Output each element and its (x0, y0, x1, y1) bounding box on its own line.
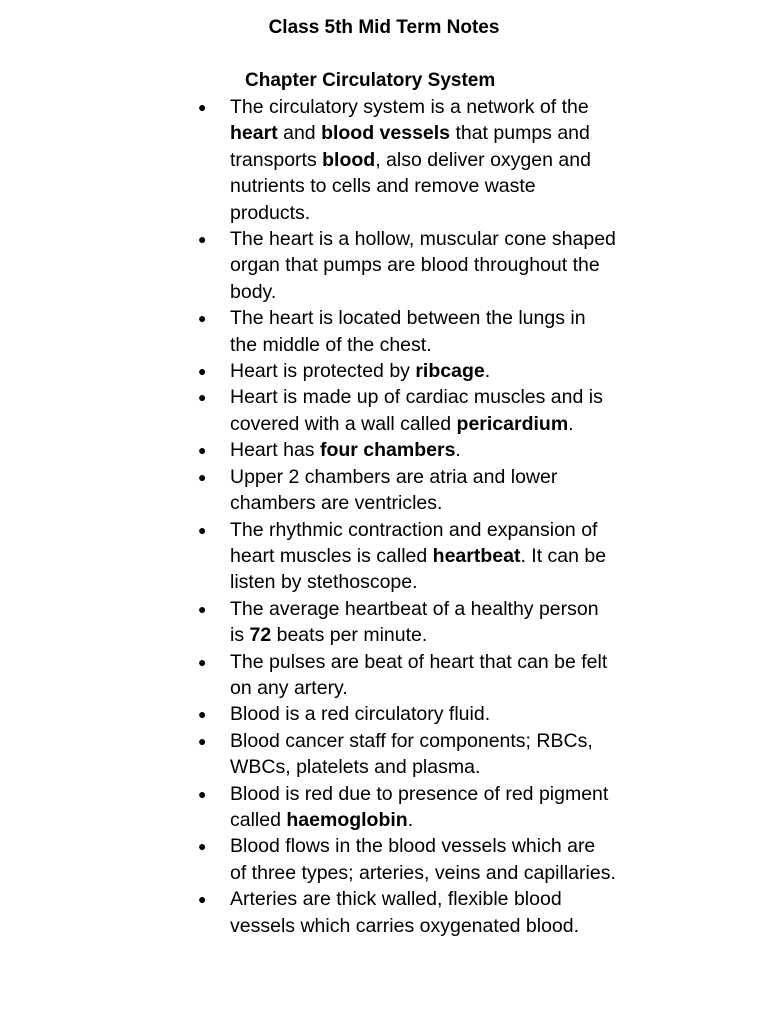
bullet-icon: ● (198, 838, 207, 855)
bullet-icon: ● (198, 706, 207, 723)
bold-term: ribcage (415, 360, 485, 383)
text-run: Blood cancer staff for components; RBCs, WBCs, platelets and plasma. (230, 729, 593, 779)
bold-term: pericardium (456, 412, 569, 435)
note-item (196, 517, 616, 596)
note-item (196, 226, 616, 305)
bullet-icon: ● (198, 468, 207, 485)
note-item (196, 649, 616, 702)
note-text (230, 649, 616, 702)
note-item (196, 384, 616, 437)
note-item (196, 437, 616, 463)
note-text (230, 358, 616, 384)
note-item (196, 728, 616, 781)
bullet-icon: ● (198, 231, 207, 248)
note-item (196, 596, 616, 649)
bold-term: heart (230, 122, 278, 145)
bullet-icon: ● (198, 653, 207, 670)
text-run: . (484, 360, 491, 383)
text-run: . (455, 439, 461, 462)
note-item (196, 358, 616, 384)
text-run: The heart is a hollow, muscular cone shaped organ that pumps are blood throughout the body. (230, 228, 616, 303)
note-item (196, 833, 616, 886)
note-item (196, 94, 616, 226)
document-title: Class 5th Mid Term Notes (268, 17, 500, 38)
note-text (230, 226, 616, 305)
text-run: Upper 2 chambers are atria and lower chambers are ventricles. (230, 465, 558, 515)
text-run: . (407, 808, 414, 831)
bullet-icon: ● (198, 891, 207, 908)
note-text (230, 437, 616, 463)
bullet-icon: ● (198, 389, 207, 406)
text-run: Heart has (230, 439, 320, 462)
text-run: Arteries are thick walled, flexible blood vessels which carries oxygenated blood. (230, 888, 580, 937)
note-item (196, 886, 616, 939)
bullet-icon: ● (198, 99, 207, 115)
bold-term: blood (322, 148, 376, 171)
text-run: Blood flows in the blood vessels which are of three types; arteries, veins and capillaries. (230, 835, 616, 884)
bullet-icon: ● (198, 521, 207, 538)
chapter-heading: Chapter Circulatory System (245, 70, 496, 91)
bullet-icon: ● (198, 732, 207, 749)
note-text (230, 94, 616, 226)
note-text (230, 384, 616, 437)
note-text (230, 464, 616, 517)
note-text (230, 305, 616, 358)
text-run: The heart is located between the lungs in the middle of the chest. (230, 307, 586, 356)
bullet-icon: ● (198, 310, 207, 327)
text-run: The pulses are beat of heart that can be felt on any artery. (230, 650, 608, 699)
note-item (196, 781, 616, 834)
bullet-icon: ● (198, 785, 207, 802)
note-text (230, 833, 616, 886)
text-run: that pumps and transports (230, 122, 590, 171)
text-run: . (568, 412, 574, 435)
text-run: and (277, 122, 322, 145)
note-text (230, 596, 616, 649)
notes-bullet-list (196, 94, 616, 939)
bold-term: four chambers (319, 439, 456, 462)
bullet-icon: ● (198, 442, 207, 459)
note-item (196, 701, 616, 727)
note-text (230, 728, 616, 781)
note-item (196, 464, 616, 517)
note-text (230, 701, 616, 727)
text-run: Heart is protected by (230, 360, 416, 383)
bold-term: 72 (249, 624, 272, 647)
bold-term: blood vessels (321, 122, 451, 145)
text-run: Blood is red due to presence of red pigment called (230, 782, 609, 831)
note-text (230, 517, 616, 596)
text-run: Heart is made up of cardiac muscles and is covered with a wall called (230, 386, 603, 435)
text-run: , also deliver oxygen and nutrients to cells and remove waste products. (230, 148, 591, 224)
text-run: Blood is a red circulatory fluid. (230, 703, 491, 726)
text-run: The rhythmic contraction and expansion of heart muscles is called (230, 518, 598, 567)
text-run: . It can be listen by stethoscope. (230, 544, 607, 594)
note-text (230, 886, 616, 939)
bullet-icon: ● (198, 600, 207, 617)
text-run: The average heartbeat of a healthy person is (230, 597, 599, 647)
text-run: beats per minute. (271, 624, 428, 647)
note-text (230, 781, 616, 834)
note-item (196, 305, 616, 358)
bullet-icon: ● (198, 363, 207, 380)
bold-term: haemoglobin (286, 808, 408, 831)
bold-term: heartbeat (432, 544, 521, 567)
text-run: The circulatory system is a network of the (230, 96, 589, 118)
